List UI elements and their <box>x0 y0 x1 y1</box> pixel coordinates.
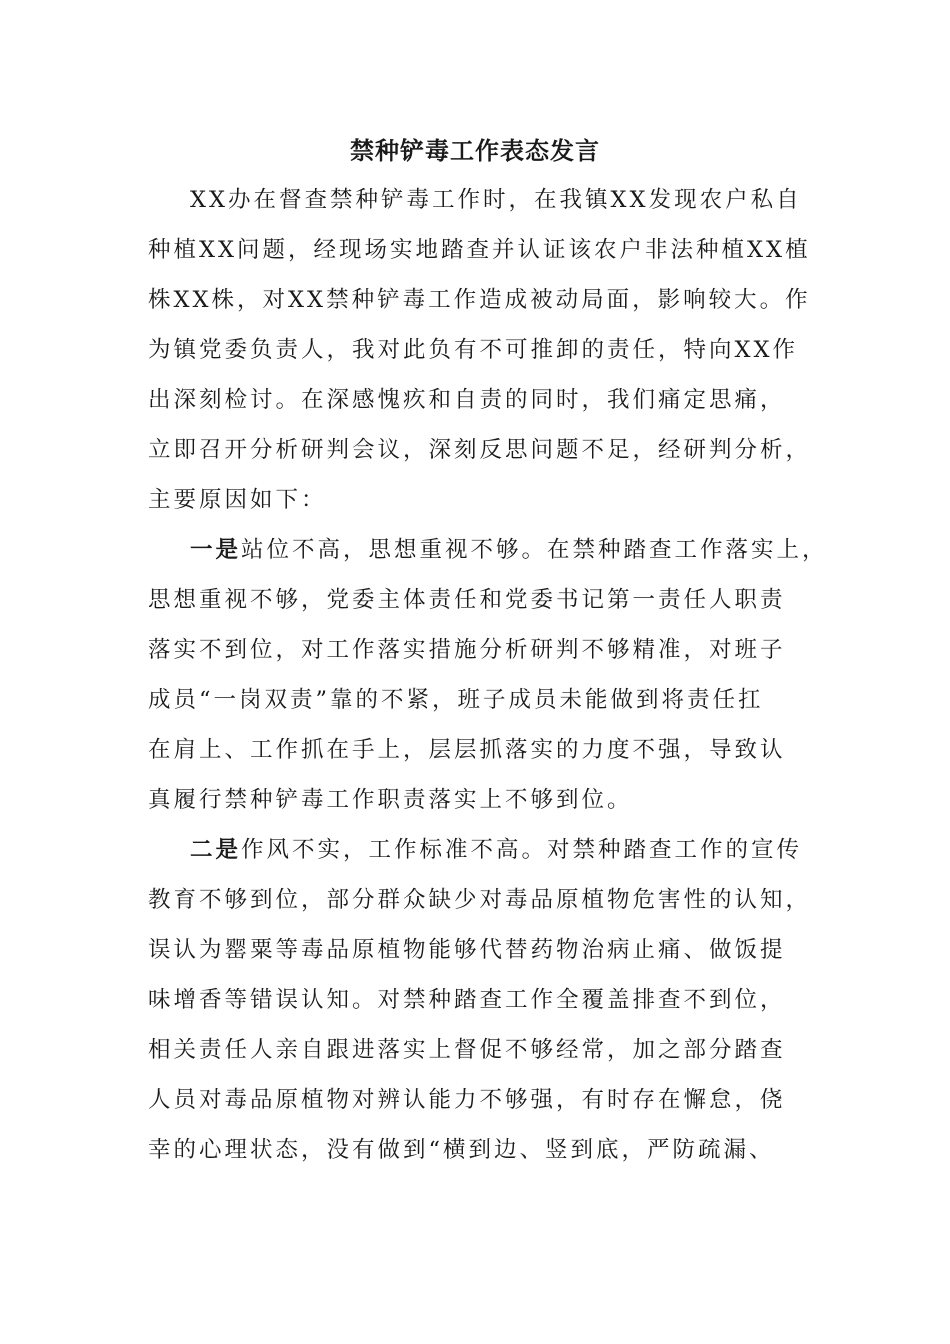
text-line: 思想重视不够，党委主体责任和党委书记第一责任人职责 <box>148 587 786 613</box>
text-line: 在肩上、工作抓在手上，层层抓落实的力度不强，导致认 <box>148 737 786 763</box>
text-line: 为镇党委负责人，我对此负有不可推卸的责任，特向XX作 <box>148 337 799 363</box>
text-line: 落实不到位，对工作落实措施分析研判不够精准，对班子 <box>148 637 786 663</box>
paragraph-lead: 二是 <box>190 837 242 863</box>
text-line: 教育不够到位，部分群众缺少对毒品原植物危害性的认知， <box>148 887 812 913</box>
text-line: 成员“一岗双责”靠的不紧，班子成员未能做到将责任扛 <box>148 687 764 713</box>
text-line: 人员对毒品原植物对辨认能力不够强，有时存在懈怠，侥 <box>148 1087 786 1113</box>
text-line: 主要原因如下： <box>148 487 327 513</box>
text-line <box>190 833 870 867</box>
document-title: 禁种铲毒工作表态发言 <box>350 136 600 165</box>
text-line: 立即召开分析研判会议，深刻反思问题不足，经研判分析， <box>148 437 812 463</box>
paragraph-lead: 一是 <box>190 537 242 563</box>
text-line: 相关责任人亲自跟进落实上督促不够经常，加之部分踏查 <box>148 1037 786 1063</box>
line-text: 作风不实，工作标准不高。对禁种踏查工作的宣传 <box>241 837 803 863</box>
line-text: 站位不高，思想重视不够。在禁种踏查工作落实上， <box>241 537 828 563</box>
text-line: 误认为罂粟等毒品原植物能够代替药物治病止痛、做饭提 <box>148 937 786 963</box>
text-line: 味增香等错误认知。对禁种踏查工作全覆盖排查不到位， <box>148 987 786 1013</box>
text-line: 真履行禁种铲毒工作职责落实上不够到位。 <box>148 787 633 813</box>
text-line: 种植XX问题，经现场实地踏查并认证该农户非法种植XX植 <box>148 237 811 263</box>
text-line: XX办在督查禁种铲毒工作时，在我镇XX发现农户私自 <box>190 187 802 213</box>
text-line: 出深刻检讨。在深感愧疚和自责的同时，我们痛定思痛， <box>148 387 786 413</box>
text-line: 株XX株，对XX禁种铲毒工作造成被动局面，影响较大。作 <box>148 287 811 313</box>
text-line: 幸的心理状态，没有做到“横到边、竖到底，严防疏漏、 <box>148 1137 775 1163</box>
text-line <box>190 533 870 567</box>
